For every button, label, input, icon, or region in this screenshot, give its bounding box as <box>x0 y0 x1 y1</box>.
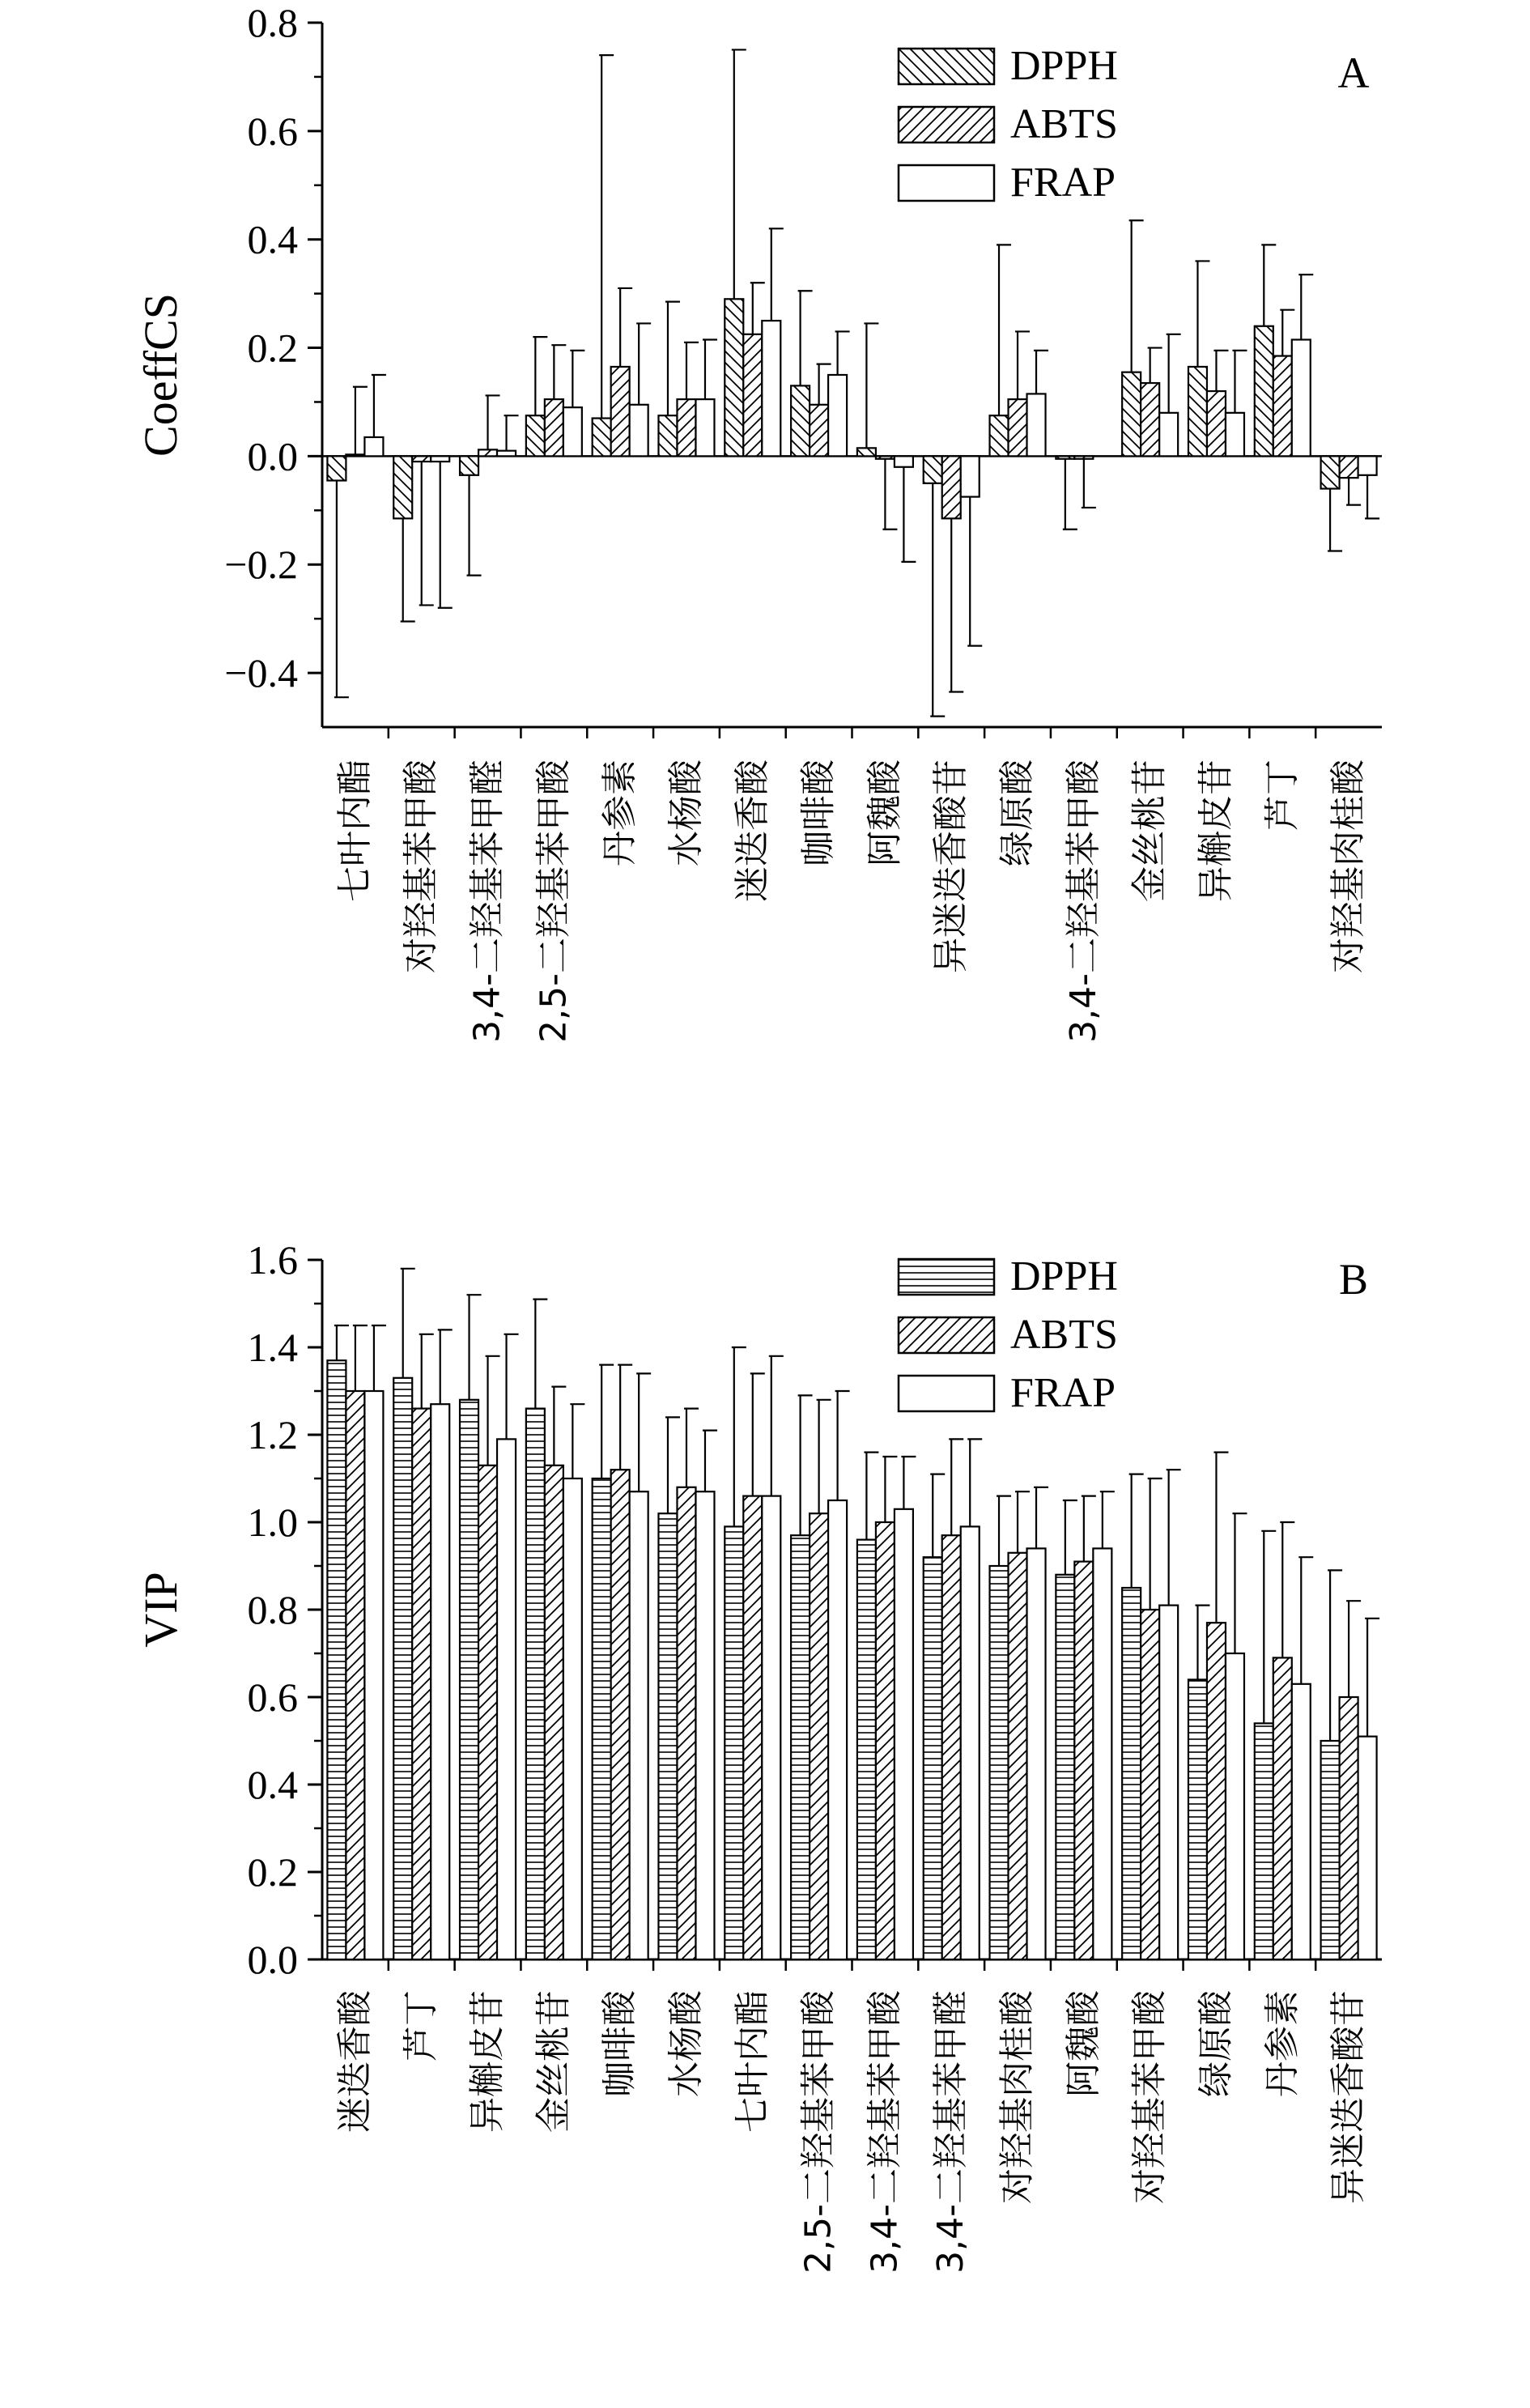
bar-abts <box>1273 1657 1292 1959</box>
bar-frap <box>364 1391 383 1959</box>
bar-abts <box>1207 1623 1226 1959</box>
legend-swatch <box>899 49 994 84</box>
bar-frap <box>497 451 516 457</box>
bar-dpph <box>658 415 677 456</box>
bar-dpph <box>1188 1679 1207 1959</box>
y-tick-label: 0.6 <box>247 1674 298 1720</box>
bar-abts <box>1009 1553 1027 1959</box>
bar-abts <box>743 334 762 457</box>
bar-frap <box>630 405 648 457</box>
category-label: 丹参素 <box>1261 1990 1303 2097</box>
bar-frap <box>1159 1606 1178 1959</box>
y-axis-title: VIP <box>134 1572 187 1648</box>
category-label: 3,4-二羟基苯甲醛 <box>466 759 508 1043</box>
bar-frap <box>762 1496 780 1959</box>
bar-frap <box>1292 1684 1311 1959</box>
category-label: 异槲皮苷 <box>466 1990 508 2133</box>
category-label: 芦丁 <box>1261 759 1303 831</box>
bar-frap <box>630 1491 648 1959</box>
category-label: 绿原酸 <box>997 759 1039 866</box>
bar-dpph <box>1255 1723 1273 1959</box>
bar-frap <box>895 1509 913 1959</box>
category-label: 咖啡酸 <box>599 1990 641 2097</box>
bar-dpph <box>327 456 346 480</box>
y-tick-label: 0.4 <box>247 1762 298 1807</box>
bar-dpph <box>526 415 545 456</box>
category-label: 2,5-二羟基苯甲酸 <box>797 1990 839 2274</box>
bar-dpph <box>725 299 743 456</box>
bar-dpph <box>1056 456 1074 458</box>
bar-dpph <box>460 1400 478 1959</box>
y-axis-title: CoeffCS <box>134 293 187 457</box>
bar-frap <box>695 399 714 456</box>
y-tick-label: 1.2 <box>247 1412 298 1457</box>
category-label: 水杨酸 <box>665 1990 707 2097</box>
category-label: 2,5-二羟基苯甲酸 <box>533 759 575 1043</box>
bar-abts <box>876 456 895 458</box>
bar-abts <box>1273 356 1292 457</box>
bar-dpph <box>393 1378 412 1959</box>
category-label: 绿原酸 <box>1195 1990 1237 2097</box>
category-label: 对羟基肉桂酸 <box>1328 759 1370 973</box>
bar-frap <box>431 456 449 462</box>
bar-frap <box>1358 1737 1377 1959</box>
bar-frap <box>1292 340 1311 457</box>
category-label: 迷迭香酸 <box>334 1990 376 2133</box>
category-label: 金丝桃苷 <box>1128 759 1171 902</box>
bar-dpph <box>857 1540 876 1959</box>
legend-label: DPPH <box>1010 43 1118 89</box>
bar-abts <box>346 1391 364 1959</box>
category-label: 异槲皮苷 <box>1195 759 1237 902</box>
bar-frap <box>431 1404 449 1959</box>
bar-abts <box>611 367 630 456</box>
bar-dpph <box>1122 372 1141 457</box>
category-label: 丹参素 <box>599 759 641 866</box>
bar-frap <box>1358 456 1377 474</box>
bar-frap <box>1159 413 1178 457</box>
chart-panel-b <box>134 1237 1382 2274</box>
bar-frap <box>1027 394 1046 456</box>
bar-abts <box>611 1470 630 1959</box>
category-label: 3,4-二羟基苯甲酸 <box>1062 759 1104 1043</box>
category-label: 对羟基苯甲酸 <box>400 759 442 973</box>
category-label: 阿魏酸 <box>1062 1990 1104 2097</box>
bar-abts <box>810 405 828 457</box>
bar-dpph <box>990 1566 1009 1959</box>
bar-abts <box>346 454 364 456</box>
bar-abts <box>677 1487 695 1959</box>
bar-dpph <box>990 415 1009 456</box>
y-tick-label: 0.2 <box>247 325 298 371</box>
bar-abts <box>478 1466 497 1959</box>
bar-dpph <box>791 1535 810 1959</box>
category-label: 对羟基肉桂酸 <box>997 1990 1039 2204</box>
bar-abts <box>1074 456 1093 458</box>
bar-frap <box>497 1439 516 1959</box>
bar-frap <box>828 375 847 456</box>
bar-abts <box>743 1496 762 1959</box>
bar-dpph <box>857 448 876 456</box>
bar-dpph <box>460 456 478 474</box>
category-label: 七叶内酯 <box>731 1990 773 2133</box>
bar-frap <box>1093 1548 1111 1959</box>
y-tick-label: 1.4 <box>247 1325 298 1370</box>
bar-abts <box>1141 1610 1159 1959</box>
bar-dpph <box>1122 1588 1141 1959</box>
category-label: 3,4-二羟基苯甲醛 <box>930 1990 972 2274</box>
y-tick-label: 0.0 <box>247 433 298 479</box>
category-label: 异迷迭香酸苷 <box>1328 1990 1370 2204</box>
bar-frap <box>1027 1548 1046 1959</box>
bar-frap <box>762 321 780 456</box>
legend-swatch <box>899 1317 994 1353</box>
y-tick-label: 0.8 <box>247 0 298 45</box>
y-tick-label: 1.6 <box>247 1237 298 1283</box>
bar-dpph <box>393 456 412 518</box>
bar-dpph <box>658 1513 677 1959</box>
legend-label: FRAP <box>1010 160 1116 206</box>
category-label: 迷迭香酸 <box>731 759 773 902</box>
bar-abts <box>942 1535 961 1959</box>
y-tick-label: 0.0 <box>247 1937 298 1982</box>
bar-dpph <box>526 1409 545 1959</box>
bar-dpph <box>725 1526 743 1959</box>
category-label: 对羟基苯甲酸 <box>1128 1990 1171 2204</box>
bar-frap <box>895 456 913 466</box>
bar-abts <box>1074 1562 1093 1959</box>
legend-swatch <box>899 1259 994 1295</box>
bar-abts <box>942 456 961 518</box>
bar-frap <box>563 407 582 456</box>
bar-abts <box>1009 399 1027 456</box>
bar-frap <box>563 1478 582 1959</box>
bar-dpph <box>924 456 942 483</box>
category-label: 阿魏酸 <box>864 759 906 866</box>
category-label: 咖啡酸 <box>797 759 839 866</box>
bar-frap <box>828 1500 847 1959</box>
legend-swatch <box>899 1376 994 1411</box>
y-tick-label: 0.8 <box>247 1587 298 1632</box>
legend-label: DPPH <box>1010 1253 1118 1300</box>
y-tick-label: 1.0 <box>247 1500 298 1545</box>
y-tick-label: 0.2 <box>247 1849 298 1895</box>
bar-frap <box>364 437 383 456</box>
bar-abts <box>478 449 497 456</box>
category-label: 水杨酸 <box>665 759 707 866</box>
bar-abts <box>1141 383 1159 456</box>
bar-frap <box>1226 413 1244 457</box>
bar-dpph <box>327 1360 346 1959</box>
bar-dpph <box>924 1557 942 1959</box>
bar-frap <box>961 1526 980 1959</box>
bar-dpph <box>593 1478 611 1959</box>
panel-label: B <box>1338 1255 1369 1304</box>
bar-dpph <box>1321 1741 1340 1959</box>
panel-label: A <box>1337 49 1370 97</box>
bar-abts <box>545 399 563 456</box>
y-tick-label: 0.4 <box>247 216 298 262</box>
bar-abts <box>1207 391 1226 456</box>
legend-swatch <box>899 107 994 143</box>
bar-frap <box>1226 1653 1244 1959</box>
legend-label: ABTS <box>1010 101 1118 147</box>
bar-dpph <box>593 419 611 457</box>
category-label: 七叶内酯 <box>334 759 376 902</box>
bar-abts <box>810 1513 828 1959</box>
bar-frap <box>961 456 980 496</box>
bar-abts <box>876 1522 895 1959</box>
category-label: 异迷迭香酸苷 <box>930 759 972 973</box>
chart-panel-a <box>134 0 1382 1043</box>
bar-abts <box>412 1409 431 1959</box>
bar-abts <box>677 399 695 456</box>
bar-dpph <box>1188 367 1207 456</box>
bar-abts <box>1340 456 1358 478</box>
y-tick-label: 0.6 <box>247 108 298 154</box>
bar-abts <box>545 1466 563 1959</box>
category-label: 3,4-二羟基苯甲酸 <box>864 1990 906 2274</box>
bar-abts <box>412 456 431 462</box>
bar-abts <box>1340 1697 1358 1959</box>
category-label: 金丝桃苷 <box>533 1990 575 2133</box>
category-label: 芦丁 <box>400 1990 442 2061</box>
y-tick-label: −0.4 <box>224 650 298 696</box>
y-tick-label: −0.2 <box>224 542 298 588</box>
bar-frap <box>695 1491 714 1959</box>
legend-swatch <box>899 165 994 201</box>
legend-label: ABTS <box>1010 1312 1118 1358</box>
bar-dpph <box>791 385 810 456</box>
bar-dpph <box>1255 326 1273 457</box>
bar-dpph <box>1056 1575 1074 1959</box>
legend-label: FRAP <box>1010 1370 1116 1416</box>
bar-dpph <box>1321 456 1340 488</box>
